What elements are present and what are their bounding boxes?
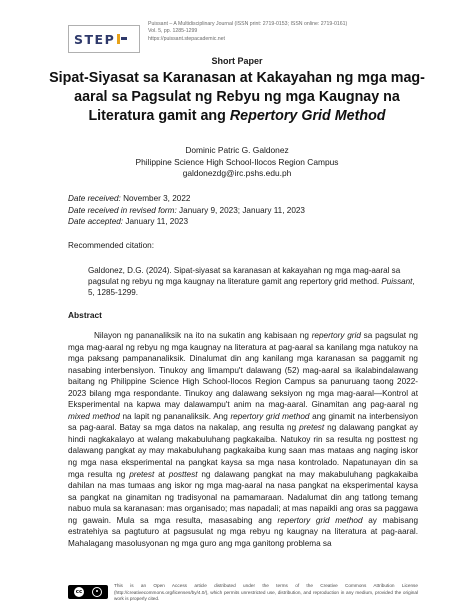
abstract-italic: pretest — [129, 469, 155, 479]
paper-type: Short Paper — [211, 56, 263, 66]
date-accepted — [68, 216, 305, 228]
date-received-label: Date received: — [68, 194, 121, 203]
citation-main: Galdonez, D.G. (2024). Sipat-siyasat sa karanasan at kakayahan ng mga mag-aaral sa pagsulat ng rebyu ng mga kaugnay na literature gamit ang repertory grid method. — [88, 266, 401, 286]
date-revised-label: Date received in revised form: — [68, 205, 177, 215]
cc-by-icon[interactable] — [68, 585, 108, 599]
abstract-italic: posttest — [168, 469, 198, 479]
abstract-text: ay mabisang estratehiya sa pagtuturo at pagsusulat ng mga rebyu ng kaugnay na literatura at pag-aaral. Mahalagang masolusyonan ng mga guro ang mga ganitong problema sa — [68, 515, 418, 548]
date-revised-value: January 9, 2023; January 11, 2023 — [179, 205, 305, 215]
volume-line: Vol. 5, pp. 1285-1299 — [148, 28, 198, 35]
paper-title — [40, 69, 434, 126]
abstract-italic: pretest — [299, 423, 325, 433]
abstract-text: Nilayon ng pananaliksik na ito na sukatin ang kabisaan ng — [94, 331, 312, 340]
license-footer — [68, 583, 418, 607]
abstract-text: ng dalawang pangkat na may makabuluhang pagkakaiba dahilan na mas tumaas ang iskor ng mga mag-aaral na nasa pangkat na eksperimental kaysa sa pangkat na ginamitan ng tradisyonal na pamamaraan. Nadalumat din ang tatlong temang nabuo mula sa karanasan: mas organisado; mas napadali; at mas napaikli ang oras sa paggawa ng gawain. Mula sa mga resulta, masasabing ang — [68, 469, 418, 525]
journal-url[interactable]: https://puissant.stepacademic.net — [148, 35, 225, 42]
step-logo — [68, 25, 140, 53]
step-mark-icon — [117, 34, 127, 44]
abstract-text: na lapit ng pananaliksik. Ang — [119, 411, 231, 421]
abstract-italic: repertory grid method — [277, 515, 363, 525]
citation-label: Recommended citation: — [68, 241, 155, 250]
citation-journal: Puissant — [381, 277, 413, 286]
abstract-body — [68, 330, 418, 576]
abstract-italic: mixed method — [68, 411, 120, 421]
abstract-text: sa pagsulat ng mga mag-aaral ng rebyu ng mga kaugnay na literatura at pag-aaral sa kanilang mga natukoy na mga paksang pampananaliksik. Dinalumat din ang kanilang mga karanasan sa paggamit ng nasabing interbensiyon. Tinukoy ang limampu't dalawang (52) mag-aaral sa ikalabindalawang baitang ng Philippine Science High School-Ilocos Region Campus sa panuruang taong 2022-2023 bilang mga respondante. Tinukoy ang dalawang seksiyon ng mga mag-aaral—Kontrol at Eksperimental na kapwa may dalawampu't anim na mag-aaral. Ginamitan ang pag-aaral ng — [68, 331, 418, 410]
abstract-text: at — [154, 469, 169, 479]
author-email[interactable]: galdonezdg@irc.pshs.edu.ph — [182, 168, 292, 178]
date-accepted-label: Date accepted: — [68, 217, 124, 227]
journal-line: Puissant – A Multidisciplinary Journal (ISSN print: 2719-0153; ISSN online: 2719-0161) — [148, 21, 348, 27]
date-received — [68, 193, 305, 205]
journal-header — [68, 21, 468, 55]
title-main: Sipat-Siyasat sa Karanasan at Kakayahan ng mga mag-aaral sa Pagsulat ng Rebyu ng mga Kaugnay na Literatura gamit ang — [49, 70, 425, 124]
date-received-value: November 3, 2022 — [123, 194, 191, 203]
abstract-italic: repertory grid — [311, 331, 361, 340]
title-italic: Repertory Grid Method — [229, 108, 386, 124]
abstract-text: ng dalawang pangkat ay hindi nagkakalayo at walang makabuluhang pagkakaiba. Natukoy rin sa resulta ng posttest ng dalawang pangkat ay may makabuluhang pagkakaiba kung saan mas mataas ang naging iskor ng mga nasa eksperimental na pangkat kaysa sa mga nasa kontrolado. Napatunayan din sa mga resulta ng — [68, 423, 418, 479]
citation-text — [88, 265, 418, 298]
author-block — [0, 145, 474, 180]
abstract-heading: Abstract — [68, 310, 102, 320]
date-revised — [68, 205, 305, 217]
attribution-icon — [92, 587, 102, 597]
journal-info — [148, 21, 347, 43]
citation-tail: , 5, 1285-1299. — [88, 277, 415, 297]
dates-block — [68, 193, 305, 228]
abstract-italic: repertory grid method — [230, 411, 310, 421]
author-affiliation: Philippine Science High School-Ilocos Region Campus — [135, 156, 339, 167]
date-accepted-value: January 11, 2023 — [125, 217, 189, 227]
cc-icon: cc — [75, 589, 83, 595]
author-name: Dominic Patric G. Galdonez — [185, 145, 289, 155]
license-text: This is an Open Access article distributed under the terms of the Creative Commons Attribution License (http://creativecommons.org/licenses/by/4.0/), which permits unrestricted use, distribution, and reproduction in any medium, provided the original work is properly cited. — [114, 583, 418, 601]
logo-text: STEP — [74, 31, 116, 47]
abstract-text: ang ginamit na interbensiyon sa pag-aaral. Batay sa mga datos na nakalap, ang resulta ng — [68, 411, 418, 433]
